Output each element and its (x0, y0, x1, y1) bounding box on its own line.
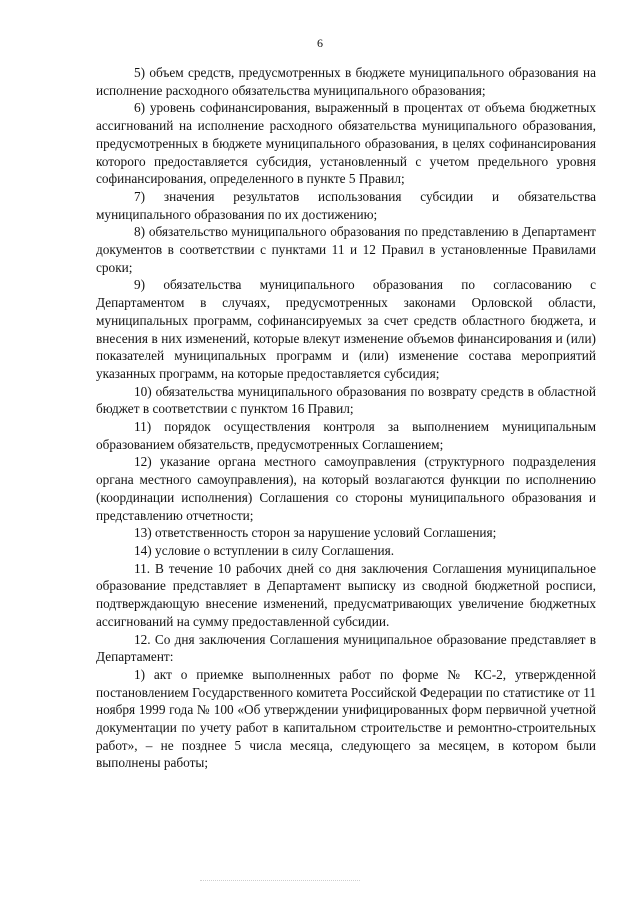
paragraph-item-13: 13) ответственность сторон за нарушение условий Соглашения; (134, 525, 497, 541)
paragraph-item-10: 10) обязательства муниципального образования по возврату средств в областной бюджет в соответствии с пунктом 16 Правил; (96, 383, 596, 417)
page-number: 6 (317, 36, 323, 50)
paragraph-item-5: 5) объем средств, предусмотренных в бюджете муниципального образования на исполнение расходного обязательства муниципального образования; (96, 65, 596, 98)
paragraph-item-9: 9) обязательства муниципального образования по согласованию с Департаментом в случаях, предусмотренных законами Орловской области, муниципальных программ, софинансируемых за счет средств областного бюджета, и внесения в них изменений, которые влекут изменение объемов финансирования и (или) показателей муниципальных программ и (или) изменение состава мероприятий указанных программ, на которые предоставляется субсидия; (96, 277, 596, 381)
paragraph-item-7: 7) значения результатов использования субсидии и обязательства муниципального образования по их достижению; (96, 188, 596, 222)
scan-artifact (200, 880, 360, 882)
paragraph-section-12: 12. Со дня заключения Соглашения муниципальное образование представляет в Департамент: (96, 631, 596, 665)
paragraph-section-11: 11. В течение 10 рабочих дней со дня заключения Соглашения муниципальное образование представляет в Департамент выписку из сводной бюджетной росписи, подтверждающую внесение изменений, предусматривающих увеличение бюджетных ассигнований на сумму предоставленной субсидии. (96, 560, 596, 629)
paragraph-item-11: 11) порядок осуществления контроля за выполнением муниципальным образованием обязательств, предусмотренных Соглашением; (96, 419, 596, 452)
paragraph-section-12-item-1: 1) акт о приемке выполненных работ по форме № КС-2, утвержденной постановлением Государственного комитета Российской Федерации по статистике от 11 ноября 1999 года № 100 «Об утверждении унифицированных форм первичной учетной документации по учету работ в капитальном строительстве и ремонтно-строительных работ», – не позднее 5 числа месяца, следующего за месяцем, в котором были выполнены работы; (96, 666, 596, 771)
document-body (96, 64, 596, 772)
paragraph-item-12: 12) указание органа местного самоуправления (структурного подразделения органа местного самоуправления), на который возлагаются функции по исполнению (координации исполнения) Соглашения со стороны муниципального образования и представлению отчетности; (96, 454, 596, 523)
paragraph-item-8: 8) обязательство муниципального образования по представлению в Департамент документов в соответствии с пунктами 11 и 12 Правил в установленные Правилами сроки; (96, 224, 596, 275)
paragraph-item-14: 14) условие о вступлении в силу Соглашения. (134, 542, 395, 558)
paragraph-item-6: 6) уровень софинансирования, выраженный в процентах от объема бюджетных ассигнований на исполнение расходного обязательства муниципального образования, предусмотренных в бюджете муниципального образования, в целях софинансирования которого предоставляется субсидия, установленный с учетом предельного уровня софинансирования, определенного в пункте 5 Правил; (96, 100, 596, 187)
